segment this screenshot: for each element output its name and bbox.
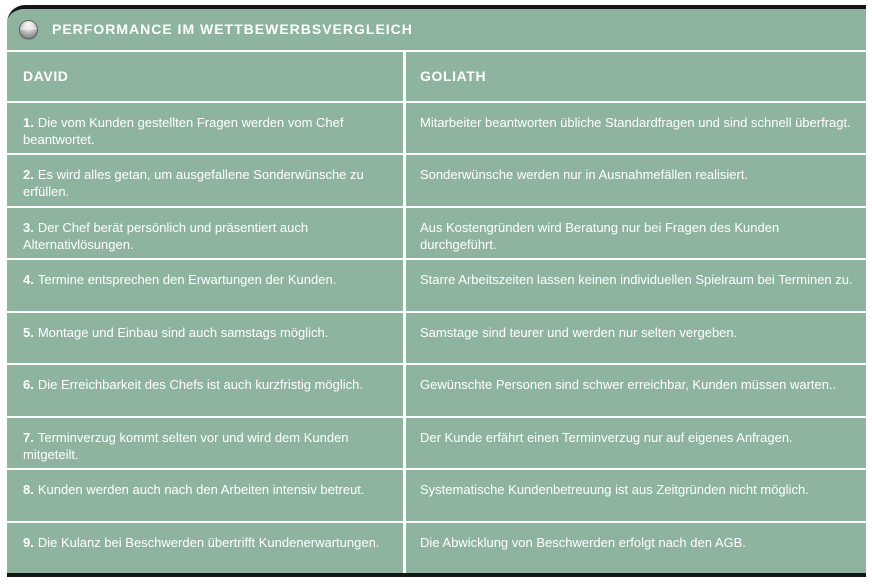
table-row <box>7 208 866 258</box>
goliath-text: Der Kunde erfährt einen Terminverzug nur auf eigenes Anfragen. <box>420 429 793 445</box>
table-row <box>7 103 866 153</box>
table-row <box>7 470 866 520</box>
goliath-text: Systematische Kundenbetreuung ist aus Zeitgründen nicht möglich. <box>420 482 809 498</box>
row-number: 3. <box>23 219 34 235</box>
table-row <box>7 365 866 415</box>
david-cell <box>7 523 403 573</box>
table-row <box>7 260 866 310</box>
goliath-text: Aus Kostengründen wird Beratung nur bei Fragen des Kunden durchgeführt. <box>420 219 780 252</box>
david-cell <box>7 155 403 205</box>
david-cell <box>7 313 403 363</box>
row-number: 9. <box>23 534 34 550</box>
goliath-cell <box>406 470 866 520</box>
david-cell <box>7 260 403 310</box>
comparison-panel <box>7 5 866 577</box>
david-text: Die Erreichbarkeit des Chefs ist auch kurzfristig möglich. <box>37 377 363 393</box>
goliath-text: Mitarbeiter beantworten übliche Standardfragen und sind schnell überfragt. <box>420 115 851 130</box>
david-text: Kunden werden auch nach den Arbeiten intensiv betreut. <box>37 482 365 498</box>
goliath-cell <box>406 208 866 258</box>
goliath-text: Gewünschte Personen sind schwer erreichbar, Kunden müssen warten.. <box>420 377 837 393</box>
david-cell <box>7 208 403 258</box>
column-header-row <box>7 52 866 101</box>
david-text: Die Kulanz bei Beschwerden übertrifft Kundenerwartungen. <box>37 534 380 550</box>
goliath-text: Starre Arbeitszeiten lassen keinen individuellen Spielraum bei Terminen zu. <box>420 272 853 288</box>
goliath-cell <box>406 313 866 363</box>
row-number: 7. <box>23 429 34 445</box>
row-number: 4. <box>23 272 34 288</box>
title-bar <box>7 9 866 50</box>
row-number: 2. <box>23 167 34 183</box>
panel-title: PERFORMANCE IM WETTBEWERBSVERGLEICH <box>52 21 413 37</box>
row-number: 5. <box>23 324 34 340</box>
table-row <box>7 523 866 573</box>
goliath-text: Sonderwünsche werden nur in Ausnahmefällen realisiert. <box>420 167 749 183</box>
david-cell <box>7 418 403 468</box>
row-number: 1. <box>23 115 34 130</box>
table-row <box>7 418 866 468</box>
david-text: Der Chef berät persönlich und präsentiert auch Alternativlösungen. <box>23 219 309 252</box>
goliath-text: Die Abwicklung von Beschwerden erfolgt nach den AGB. <box>420 534 746 550</box>
goliath-cell <box>406 365 866 415</box>
david-text: Termine entsprechen den Erwartungen der Kunden. <box>37 272 337 288</box>
goliath-cell <box>406 260 866 310</box>
goliath-cell <box>406 523 866 573</box>
table-row <box>7 313 866 363</box>
row-number: 6. <box>23 377 34 393</box>
david-cell <box>7 470 403 520</box>
david-text: Es wird alles getan, um ausgefallene Sonderwünsche zu erfüllen. <box>23 167 364 200</box>
goliath-text: Samstage sind teurer und werden nur selten vergeben. <box>420 324 738 340</box>
david-cell <box>7 103 403 153</box>
goliath-cell <box>406 155 866 205</box>
row-number: 8. <box>23 482 34 498</box>
david-text: Die vom Kunden gestellten Fragen werden vom Chef beantwortet. <box>23 115 344 147</box>
david-cell <box>7 365 403 415</box>
goliath-cell <box>406 103 866 153</box>
david-text: Terminverzug kommt selten vor und wird dem Kunden mitgeteilt. <box>23 429 349 462</box>
goliath-cell <box>406 418 866 468</box>
column-header-goliath: GOLIATH <box>406 52 866 101</box>
column-header-david: DAVID <box>7 52 403 101</box>
comparison-table <box>7 52 866 573</box>
sphere-bullet-icon <box>19 20 38 39</box>
table-row <box>7 155 866 205</box>
david-text: Montage und Einbau sind auch samstags möglich. <box>37 324 329 340</box>
